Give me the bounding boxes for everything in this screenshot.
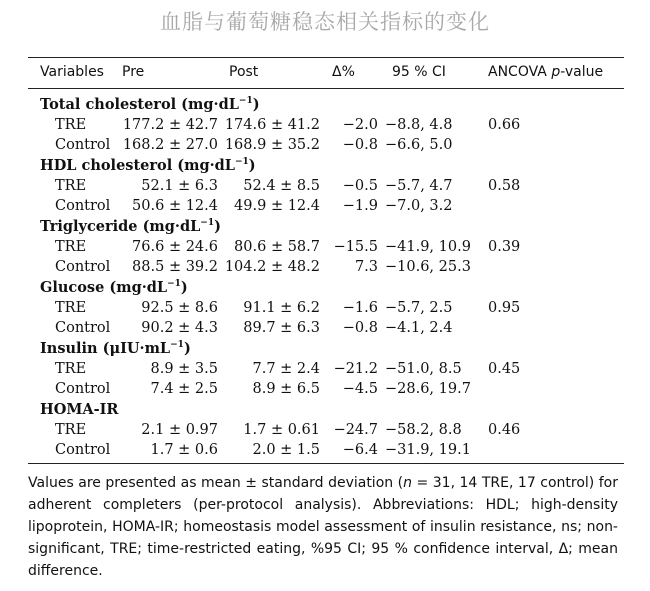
cell-pre: 2.1 ± 0.97: [141, 422, 218, 438]
cell-p-value: 0.46: [488, 422, 521, 438]
row-label: Control: [55, 381, 111, 397]
group-unit-exponent: −1: [200, 218, 215, 229]
cell-p-value: 0.58: [488, 178, 521, 194]
row-label: TRE: [55, 422, 87, 438]
cell-pre: 76.6 ± 24.6: [132, 239, 218, 255]
group-close: ): [248, 157, 256, 174]
cell-pre: 168.2 ± 27.0: [122, 137, 218, 153]
cell-delta: −15.5: [333, 239, 378, 255]
cell-delta: −2.0: [342, 117, 378, 133]
cell-ci: −4.1, 2.4: [385, 320, 453, 336]
cell-ci: −7.0, 3.2: [385, 198, 453, 214]
cell-ci: −41.9, 10.9: [385, 239, 471, 255]
cell-pre: 7.4 ± 2.5: [150, 381, 218, 397]
cell-ci: −6.6, 5.0: [385, 137, 453, 153]
group-close: ): [183, 340, 191, 357]
row-label: TRE: [55, 239, 87, 255]
bottom-rule: [28, 463, 624, 464]
cell-delta: −0.8: [342, 320, 378, 336]
cell-post: 89.7 ± 6.3: [243, 320, 320, 336]
cell-post: 49.9 ± 12.4: [234, 198, 320, 214]
cell-delta: −24.7: [333, 422, 378, 438]
group-close: ): [252, 96, 260, 113]
group-title: [40, 157, 256, 174]
row-label: TRE: [55, 300, 87, 316]
cell-delta: −0.5: [342, 178, 378, 194]
cell-ci: −5.7, 4.7: [385, 178, 453, 194]
row-label: TRE: [55, 361, 87, 377]
row-label: Control: [55, 259, 111, 275]
cell-delta: −0.8: [342, 137, 378, 153]
group-title: [40, 401, 118, 418]
group-name: Triglyceride (mg·dL: [40, 218, 201, 235]
group-title: [40, 279, 188, 296]
cell-post: 2.0 ± 1.5: [252, 442, 320, 458]
cell-pre: 177.2 ± 42.7: [122, 117, 218, 133]
cell-post: 7.7 ± 2.4: [252, 361, 320, 377]
cell-post: 1.7 ± 0.61: [243, 422, 320, 438]
cell-pre: 52.1 ± 6.3: [141, 178, 218, 194]
cell-pre: 1.7 ± 0.6: [150, 442, 218, 458]
row-label: Control: [55, 137, 111, 153]
cell-post: 80.6 ± 58.7: [234, 239, 320, 255]
cell-post: 168.9 ± 35.2: [224, 137, 320, 153]
cell-ci: −10.6, 25.3: [385, 259, 471, 275]
cell-pre: 88.5 ± 39.2: [132, 259, 218, 275]
cell-ci: −8.8, 4.8: [385, 117, 453, 133]
row-label: TRE: [55, 178, 87, 194]
group-unit-exponent: −1: [238, 96, 253, 107]
group-title: [40, 340, 191, 357]
header-variables: Variables: [40, 64, 104, 80]
group-name: Insulin (μIU·mL: [40, 340, 171, 357]
cell-ci: −58.2, 8.8: [385, 422, 462, 438]
header-ci: 95 % CI: [392, 64, 446, 80]
cell-p-value: 0.39: [488, 239, 521, 255]
group-title: [40, 218, 221, 235]
group-title: [40, 96, 260, 113]
group-close: ): [214, 218, 221, 235]
cell-post: 52.4 ± 8.5: [243, 178, 320, 194]
group-unit-exponent: −1: [167, 279, 181, 290]
group-name: HOMA-IR: [40, 401, 119, 418]
page-title: 血脂与葡萄糖稳态相关指标的变化: [160, 10, 490, 34]
header-post: Post: [229, 64, 259, 80]
cell-delta: −4.5: [342, 381, 378, 397]
cell-ci: −51.0, 8.5: [385, 361, 462, 377]
cell-post: 8.9 ± 6.5: [252, 381, 320, 397]
cell-p-value: 0.45: [488, 361, 521, 377]
cell-p-value: 0.95: [488, 300, 521, 316]
cell-ci: −31.9, 19.1: [385, 442, 471, 458]
cell-delta: −6.4: [342, 442, 378, 458]
cell-post: 104.2 ± 48.2: [224, 259, 320, 275]
group-name: Total cholesterol (mg·dL: [40, 96, 239, 113]
row-label: TRE: [55, 117, 87, 133]
cell-pre: 8.9 ± 3.5: [150, 361, 218, 377]
group-close: ): [180, 279, 188, 296]
group-name: Glucose (mg·dL: [40, 279, 168, 296]
cell-delta: −21.2: [333, 361, 378, 377]
row-label: Control: [55, 198, 111, 214]
header-ancova: ANCOVA p-value: [488, 64, 604, 80]
row-label: Control: [55, 442, 111, 458]
top-rule: [28, 57, 624, 58]
cell-delta: −1.6: [342, 300, 378, 316]
header-delta: Δ%: [332, 64, 355, 80]
cell-delta: 7.3: [354, 259, 378, 275]
group-unit-exponent: −1: [170, 340, 184, 351]
header-pre: Pre: [122, 64, 145, 80]
cell-post: 91.1 ± 6.2: [243, 300, 320, 316]
table-footnote: Values are presented as mean ± standard deviation (n = 31, 14 TRE, 17 control) for adherent completers (per-protocol analysis). Abbreviations: HDL; high-density lipoprotein, HOMA-IR; homeostasis model assessment of insulin resistance, ns; non-significant, TRE; time-restricted eating, %95 CI; 95 % confidence interval, Δ; mean difference.: [28, 475, 619, 579]
group-name: HDL cholesterol (mg·dL: [40, 157, 235, 174]
cell-ci: −5.7, 2.5: [385, 300, 453, 316]
cell-pre: 50.6 ± 12.4: [132, 198, 218, 214]
group-unit-exponent: −1: [234, 157, 249, 168]
cell-ci: −28.6, 19.7: [385, 381, 471, 397]
cell-post: 174.6 ± 41.2: [224, 117, 320, 133]
row-label: Control: [55, 320, 111, 336]
header-rule: [28, 88, 624, 89]
cell-pre: 90.2 ± 4.3: [141, 320, 218, 336]
cell-pre: 92.5 ± 8.6: [141, 300, 218, 316]
cell-p-value: 0.66: [488, 117, 521, 133]
cell-delta: −1.9: [342, 198, 378, 214]
